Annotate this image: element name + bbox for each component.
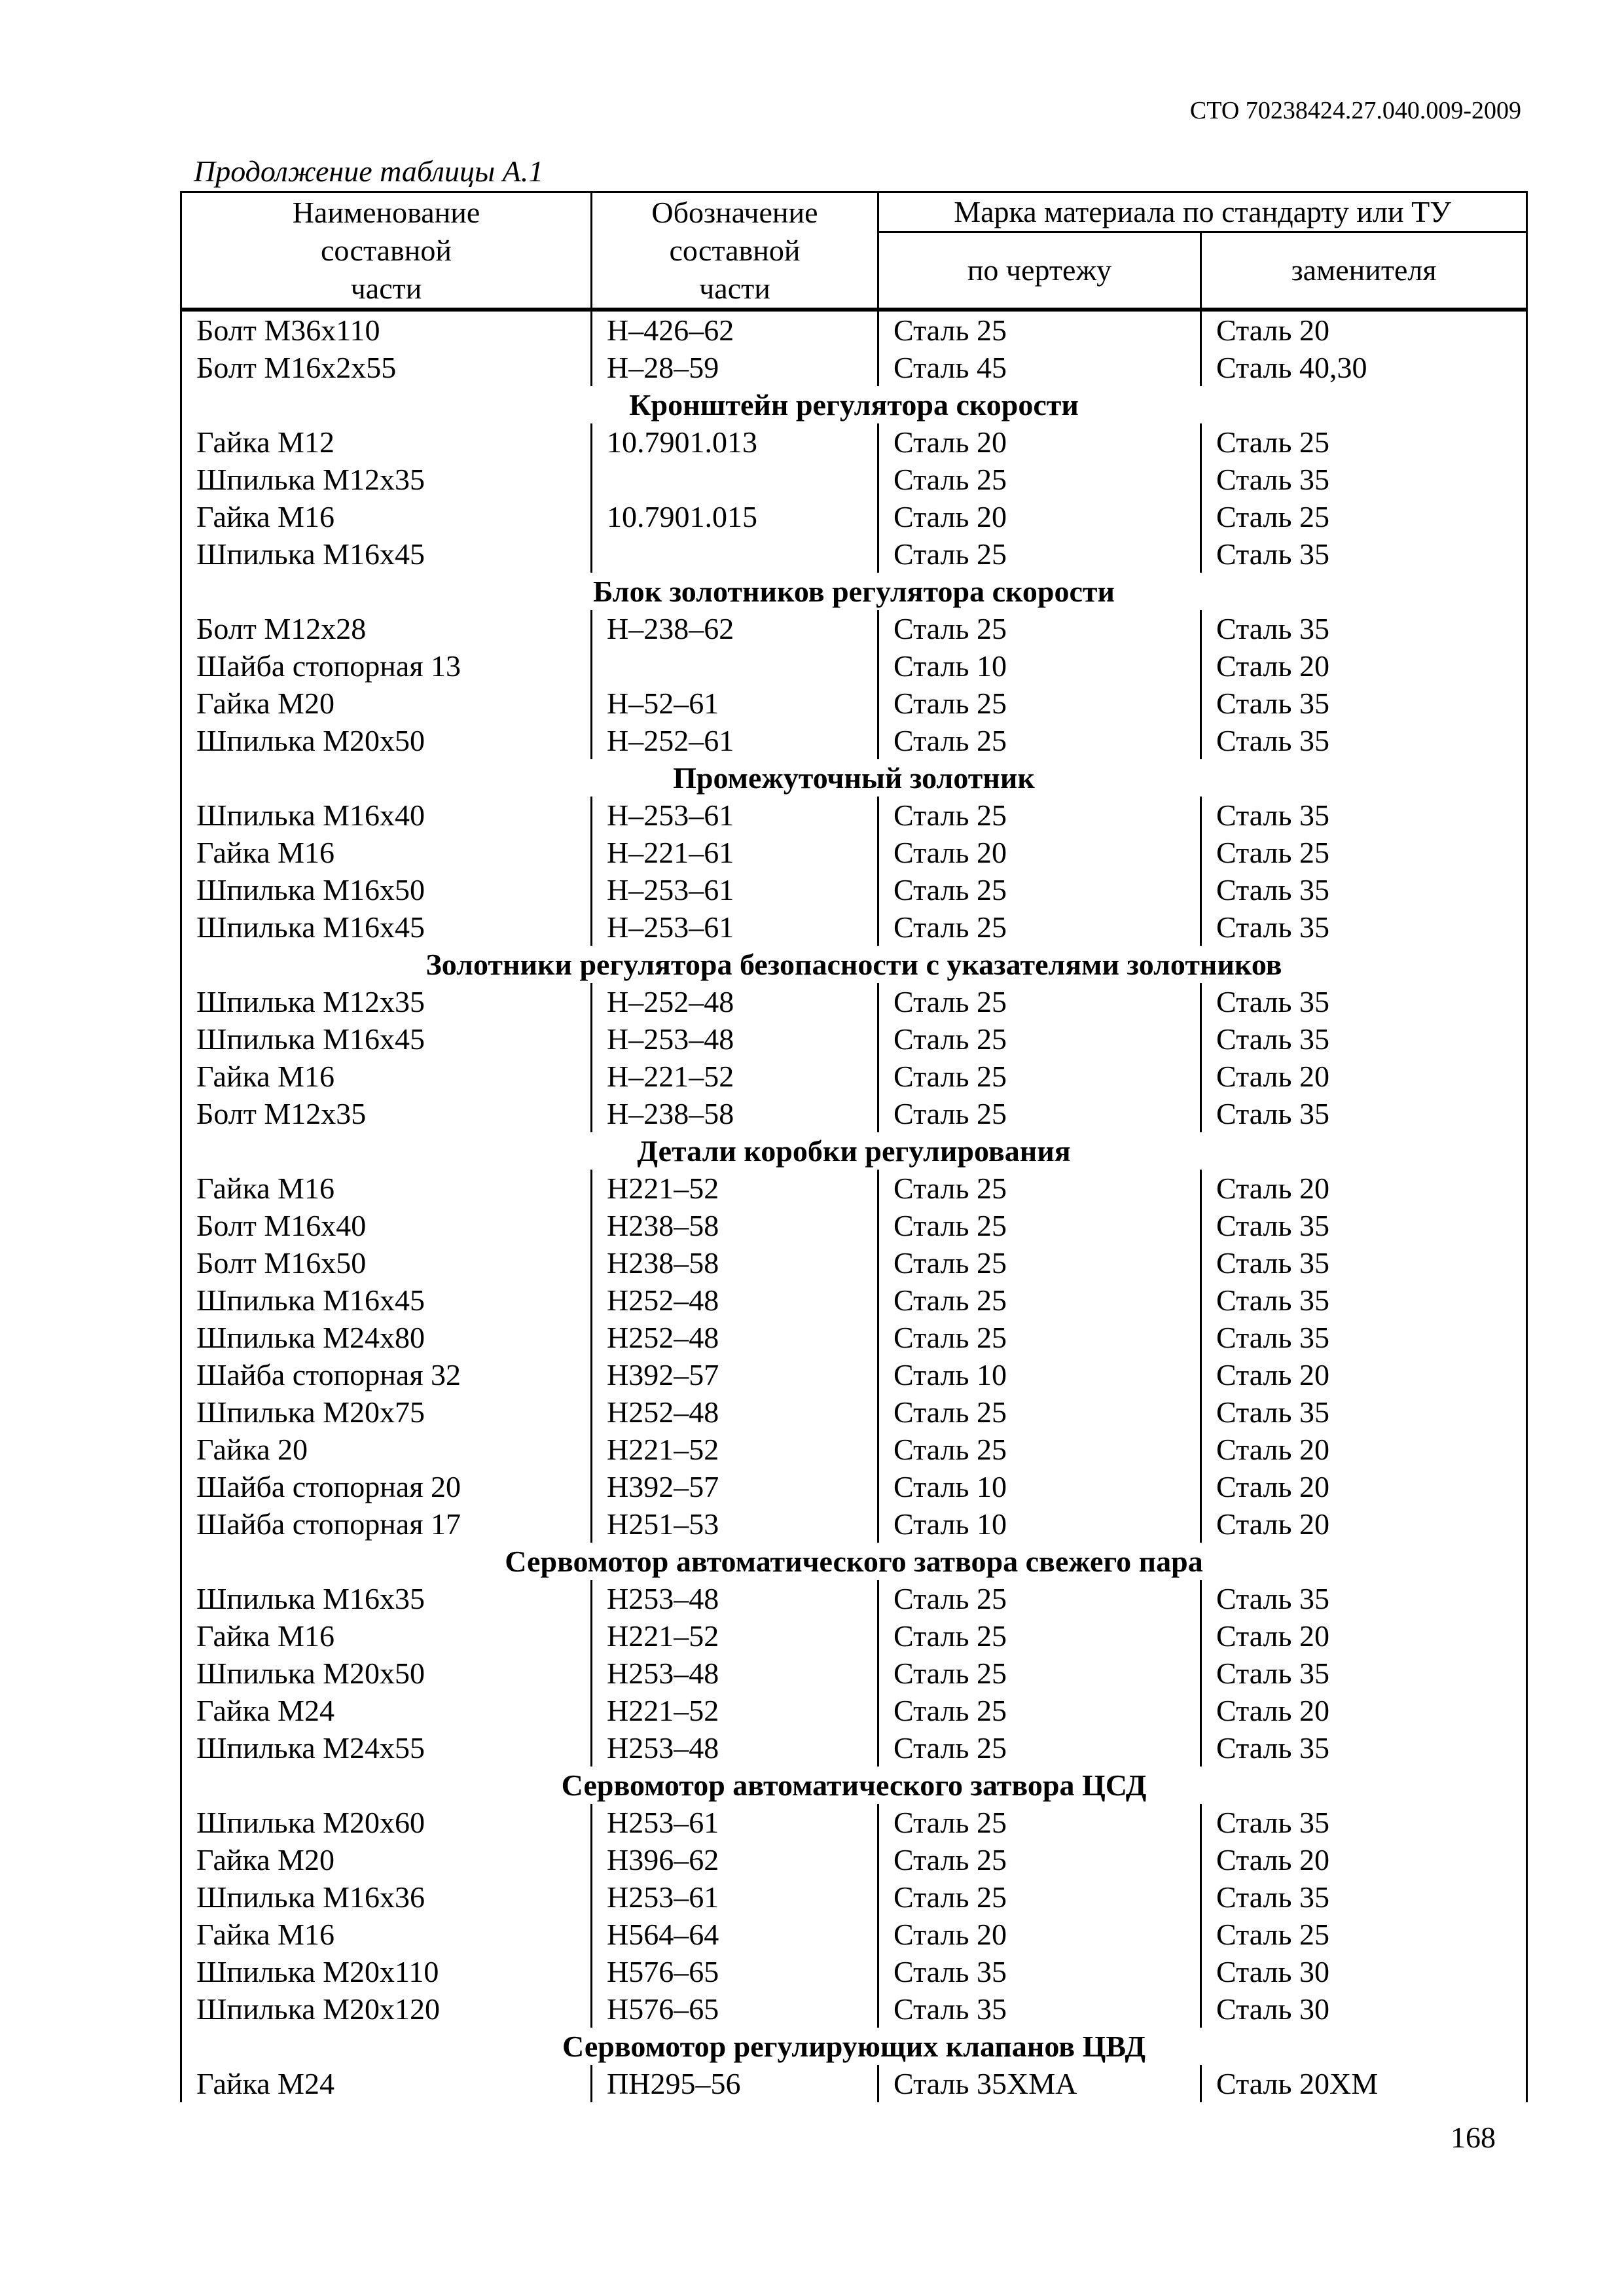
material-cell: Сталь 25 (878, 1319, 1201, 1356)
material-cell: Сталь 20 (878, 498, 1201, 535)
table-row (181, 1953, 1527, 1990)
table-row (181, 1058, 1527, 1095)
materials-table (180, 191, 1528, 2102)
name-cell: Гайка М16 (181, 1617, 592, 1655)
substitute-cell: Сталь 35 (1201, 871, 1527, 908)
column-header-name (181, 192, 592, 310)
section-title: Промежуточный золотник (181, 759, 1527, 797)
section-row (181, 1767, 1527, 1804)
substitute-cell: Сталь 35 (1201, 797, 1527, 834)
name-cell: Шпилька М16х45 (181, 1020, 592, 1058)
material-cell: Сталь 25 (878, 797, 1201, 834)
substitute-cell: Сталь 25 (1201, 1916, 1527, 1953)
substitute-cell: Сталь 30 (1201, 1953, 1527, 1990)
name-cell: Шпилька М20х110 (181, 1953, 592, 1990)
substitute-cell: Сталь 40,30 (1201, 349, 1527, 386)
designation-cell: ПН295–56 (592, 2065, 878, 2102)
name-cell: Гайка М16 (181, 498, 592, 535)
section-title: Детали коробки регулирования (181, 1132, 1527, 1170)
name-cell: Болт М12х28 (181, 610, 592, 647)
substitute-cell: Сталь 35 (1201, 1393, 1527, 1431)
name-cell: Шайба стопорная 32 (181, 1356, 592, 1393)
table-row (181, 1020, 1527, 1058)
name-cell: Шайба стопорная 17 (181, 1505, 592, 1543)
table-caption: Продолжение таблицы А.1 (194, 154, 544, 188)
table-row (181, 1356, 1527, 1393)
name-cell: Болт М36х110 (181, 310, 592, 349)
name-cell: Шайба стопорная 20 (181, 1468, 592, 1505)
name-cell: Шпилька М20х50 (181, 722, 592, 759)
material-cell: Сталь 25 (878, 722, 1201, 759)
material-cell: Сталь 25 (878, 1058, 1201, 1095)
designation-cell: Н–253–61 (592, 908, 878, 946)
substitute-cell: Сталь 20 (1201, 1505, 1527, 1543)
material-cell: Сталь 25 (878, 1431, 1201, 1468)
name-cell: Шпилька М20х120 (181, 1990, 592, 2028)
materials-table-container (180, 191, 1526, 2102)
substitute-cell: Сталь 35 (1201, 1729, 1527, 1767)
table-row (181, 797, 1527, 834)
table-row (181, 647, 1527, 685)
material-cell: Сталь 25 (878, 1170, 1201, 1207)
designation-cell: Н–238–58 (592, 1095, 878, 1132)
substitute-cell: Сталь 35 (1201, 1655, 1527, 1692)
designation-cell: Н576–65 (592, 1953, 878, 1990)
designation-cell: Н252–48 (592, 1393, 878, 1431)
table-row (181, 2065, 1527, 2102)
designation-cell: Н–253–48 (592, 1020, 878, 1058)
material-cell: Сталь 25 (878, 1282, 1201, 1319)
name-cell: Шпилька М16х45 (181, 535, 592, 573)
material-cell: Сталь 25 (878, 1580, 1201, 1617)
column-header-material-group: Марка материала по стандарту или ТУ (878, 192, 1527, 232)
name-cell: Гайка М20 (181, 685, 592, 722)
table-row (181, 1244, 1527, 1282)
designation-cell: Н221–52 (592, 1431, 878, 1468)
table-row (181, 461, 1527, 498)
table-row (181, 1916, 1527, 1953)
substitute-cell: Сталь 35 (1201, 1282, 1527, 1319)
section-title: Сервомотор автоматического затвора ЦСД (181, 1767, 1527, 1804)
table-body (181, 310, 1527, 2102)
substitute-cell: Сталь 20 (1201, 310, 1527, 349)
material-cell: Сталь 25 (878, 1207, 1201, 1244)
substitute-cell: Сталь 35 (1201, 983, 1527, 1020)
material-cell: Сталь 25 (878, 1095, 1201, 1132)
material-cell: Сталь 25 (878, 1878, 1201, 1916)
section-title: Сервомотор автоматического затвора свежего пара (181, 1543, 1527, 1580)
designation-cell: Н564–64 (592, 1916, 878, 1953)
table-row (181, 1282, 1527, 1319)
table-row (181, 610, 1527, 647)
substitute-cell: Сталь 20 (1201, 647, 1527, 685)
designation-cell: Н251–53 (592, 1505, 878, 1543)
table-row (181, 1431, 1527, 1468)
name-cell: Шпилька М16х40 (181, 797, 592, 834)
section-row (181, 386, 1527, 423)
designation-cell: Н253–61 (592, 1878, 878, 1916)
substitute-cell: Сталь 35 (1201, 461, 1527, 498)
substitute-cell: Сталь 20 (1201, 1058, 1527, 1095)
table-row (181, 685, 1527, 722)
name-cell: Шпилька М16х45 (181, 908, 592, 946)
substitute-cell: Сталь 35 (1201, 1319, 1527, 1356)
column-header-name-text: Наименование составной части (292, 195, 480, 305)
column-header-substitute: заменителя (1201, 232, 1527, 310)
name-cell: Гайка М16 (181, 1058, 592, 1095)
designation-cell: Н396–62 (592, 1841, 878, 1878)
table-row (181, 1804, 1527, 1841)
substitute-cell: Сталь 20 (1201, 1170, 1527, 1207)
name-cell: Болт М16х40 (181, 1207, 592, 1244)
substitute-cell: Сталь 35 (1201, 1207, 1527, 1244)
table-row (181, 1095, 1527, 1132)
material-cell: Сталь 10 (878, 1505, 1201, 1543)
table-row (181, 310, 1527, 349)
substitute-cell: Сталь 20 (1201, 1841, 1527, 1878)
designation-cell: Н–221–52 (592, 1058, 878, 1095)
table-row (181, 1729, 1527, 1767)
table-row (181, 1580, 1527, 1617)
table-row (181, 1468, 1527, 1505)
table-row (181, 834, 1527, 871)
designation-cell: Н–426–62 (592, 310, 878, 349)
section-row (181, 1543, 1527, 1580)
substitute-cell: Сталь 20 (1201, 1468, 1527, 1505)
name-cell: Шпилька М16х35 (181, 1580, 592, 1617)
material-cell: Сталь 35 (878, 1953, 1201, 1990)
name-cell: Гайка М24 (181, 1692, 592, 1729)
material-cell: Сталь 25 (878, 908, 1201, 946)
column-header-designation-text: Обозначение составной части (651, 195, 818, 305)
designation-cell: Н238–58 (592, 1207, 878, 1244)
substitute-cell: Сталь 25 (1201, 834, 1527, 871)
table-row (181, 1319, 1527, 1356)
name-cell: Гайка 20 (181, 1431, 592, 1468)
name-cell: Гайка М20 (181, 1841, 592, 1878)
table-row (181, 1170, 1527, 1207)
substitute-cell: Сталь 20 (1201, 1617, 1527, 1655)
substitute-cell: Сталь 35 (1201, 1878, 1527, 1916)
substitute-cell: Сталь 35 (1201, 908, 1527, 946)
designation-cell: Н221–52 (592, 1692, 878, 1729)
designation-cell: Н392–57 (592, 1468, 878, 1505)
name-cell: Гайка М16 (181, 1916, 592, 1953)
substitute-cell: Сталь 35 (1201, 1804, 1527, 1841)
material-cell: Сталь 45 (878, 349, 1201, 386)
name-cell: Шпилька М20х60 (181, 1804, 592, 1841)
table-row (181, 1655, 1527, 1692)
name-cell: Болт М16х2х55 (181, 349, 592, 386)
page-number: 168 (1451, 2121, 1496, 2154)
table-row (181, 349, 1527, 386)
material-cell: Сталь 25 (878, 535, 1201, 573)
designation-cell: Н392–57 (592, 1356, 878, 1393)
designation-cell: Н252–48 (592, 1319, 878, 1356)
section-row (181, 759, 1527, 797)
name-cell: Шайба стопорная 13 (181, 647, 592, 685)
material-cell: Сталь 25 (878, 1841, 1201, 1878)
name-cell: Шпилька М16х45 (181, 1282, 592, 1319)
material-cell: Сталь 25 (878, 1804, 1201, 1841)
designation-cell: Н221–52 (592, 1170, 878, 1207)
name-cell: Шпилька М16х50 (181, 871, 592, 908)
substitute-cell: Сталь 20 (1201, 1692, 1527, 1729)
substitute-cell: Сталь 25 (1201, 423, 1527, 461)
designation-cell: Н–238–62 (592, 610, 878, 647)
material-cell: Сталь 35ХМА (878, 2065, 1201, 2102)
section-title: Блок золотников регулятора скорости (181, 573, 1527, 610)
material-cell: Сталь 25 (878, 610, 1201, 647)
material-cell: Сталь 25 (878, 1393, 1201, 1431)
table-row (181, 1841, 1527, 1878)
material-cell: Сталь 25 (878, 1617, 1201, 1655)
material-cell: Сталь 25 (878, 1729, 1201, 1767)
section-row (181, 573, 1527, 610)
table-row (181, 1692, 1527, 1729)
material-cell: Сталь 20 (878, 834, 1201, 871)
material-cell: Сталь 25 (878, 1244, 1201, 1282)
table-row (181, 908, 1527, 946)
designation-cell (592, 461, 878, 498)
substitute-cell: Сталь 35 (1201, 610, 1527, 647)
table-row (181, 423, 1527, 461)
name-cell: Шпилька М12х35 (181, 983, 592, 1020)
document-code: СТО 70238424.27.040.009-2009 (1189, 97, 1521, 124)
name-cell: Гайка М12 (181, 423, 592, 461)
name-cell: Болт М12х35 (181, 1095, 592, 1132)
designation-cell: Н–52–61 (592, 685, 878, 722)
designation-cell: Н–252–61 (592, 722, 878, 759)
material-cell: Сталь 10 (878, 1468, 1201, 1505)
material-cell: Сталь 10 (878, 647, 1201, 685)
material-cell: Сталь 10 (878, 1356, 1201, 1393)
material-cell: Сталь 25 (878, 983, 1201, 1020)
table-row (181, 722, 1527, 759)
designation-cell: Н–253–61 (592, 797, 878, 834)
table-row (181, 983, 1527, 1020)
name-cell: Шпилька М24х55 (181, 1729, 592, 1767)
substitute-cell: Сталь 20 (1201, 1356, 1527, 1393)
substitute-cell: Сталь 20 (1201, 1431, 1527, 1468)
substitute-cell: Сталь 20ХМ (1201, 2065, 1527, 2102)
column-header-designation (592, 192, 878, 310)
name-cell: Шпилька М24х80 (181, 1319, 592, 1356)
table-row (181, 1207, 1527, 1244)
column-header-by-drawing: по чертежу (878, 232, 1201, 310)
material-cell: Сталь 20 (878, 1916, 1201, 1953)
designation-cell: Н253–61 (592, 1804, 878, 1841)
table-row (181, 1505, 1527, 1543)
material-cell: Сталь 25 (878, 871, 1201, 908)
table-header (181, 192, 1527, 310)
designation-cell (592, 647, 878, 685)
designation-cell: 10.7901.015 (592, 498, 878, 535)
substitute-cell: Сталь 35 (1201, 685, 1527, 722)
table-row (181, 535, 1527, 573)
designation-cell: Н–253–61 (592, 871, 878, 908)
material-cell: Сталь 20 (878, 423, 1201, 461)
section-row (181, 1132, 1527, 1170)
name-cell: Гайка М16 (181, 1170, 592, 1207)
material-cell: Сталь 35 (878, 1990, 1201, 2028)
substitute-cell: Сталь 35 (1201, 1020, 1527, 1058)
substitute-cell: Сталь 30 (1201, 1990, 1527, 2028)
designation-cell: Н221–52 (592, 1617, 878, 1655)
name-cell: Шпилька М20х75 (181, 1393, 592, 1431)
substitute-cell: Сталь 35 (1201, 1244, 1527, 1282)
designation-cell: Н–252–48 (592, 983, 878, 1020)
name-cell: Гайка М24 (181, 2065, 592, 2102)
designation-cell: Н576–65 (592, 1990, 878, 2028)
table-row (181, 871, 1527, 908)
name-cell: Болт М16х50 (181, 1244, 592, 1282)
designation-cell: Н252–48 (592, 1282, 878, 1319)
table-row (181, 1990, 1527, 2028)
material-cell: Сталь 25 (878, 1692, 1201, 1729)
designation-cell (592, 535, 878, 573)
section-title: Золотники регулятора безопасности с указателями золотников (181, 946, 1527, 983)
table-row (181, 1617, 1527, 1655)
substitute-cell: Сталь 35 (1201, 535, 1527, 573)
section-row (181, 2028, 1527, 2065)
name-cell: Шпилька М12х35 (181, 461, 592, 498)
material-cell: Сталь 25 (878, 461, 1201, 498)
designation-cell: Н253–48 (592, 1729, 878, 1767)
designation-cell: Н253–48 (592, 1580, 878, 1617)
name-cell: Шпилька М20х50 (181, 1655, 592, 1692)
substitute-cell: Сталь 35 (1201, 722, 1527, 759)
material-cell: Сталь 25 (878, 310, 1201, 349)
section-title: Сервомотор регулирующих клапанов ЦВД (181, 2028, 1527, 2065)
material-cell: Сталь 25 (878, 685, 1201, 722)
section-title: Кронштейн регулятора скорости (181, 386, 1527, 423)
material-cell: Сталь 25 (878, 1020, 1201, 1058)
table-row (181, 498, 1527, 535)
designation-cell: Н253–48 (592, 1655, 878, 1692)
section-row (181, 946, 1527, 983)
designation-cell: Н–28–59 (592, 349, 878, 386)
designation-cell: 10.7901.013 (592, 423, 878, 461)
table-row (181, 1393, 1527, 1431)
name-cell: Гайка М16 (181, 834, 592, 871)
table-row (181, 1878, 1527, 1916)
substitute-cell: Сталь 35 (1201, 1580, 1527, 1617)
substitute-cell: Сталь 35 (1201, 1095, 1527, 1132)
name-cell: Шпилька М16х36 (181, 1878, 592, 1916)
designation-cell: Н–221–61 (592, 834, 878, 871)
substitute-cell: Сталь 25 (1201, 498, 1527, 535)
material-cell: Сталь 25 (878, 1655, 1201, 1692)
designation-cell: Н238–58 (592, 1244, 878, 1282)
